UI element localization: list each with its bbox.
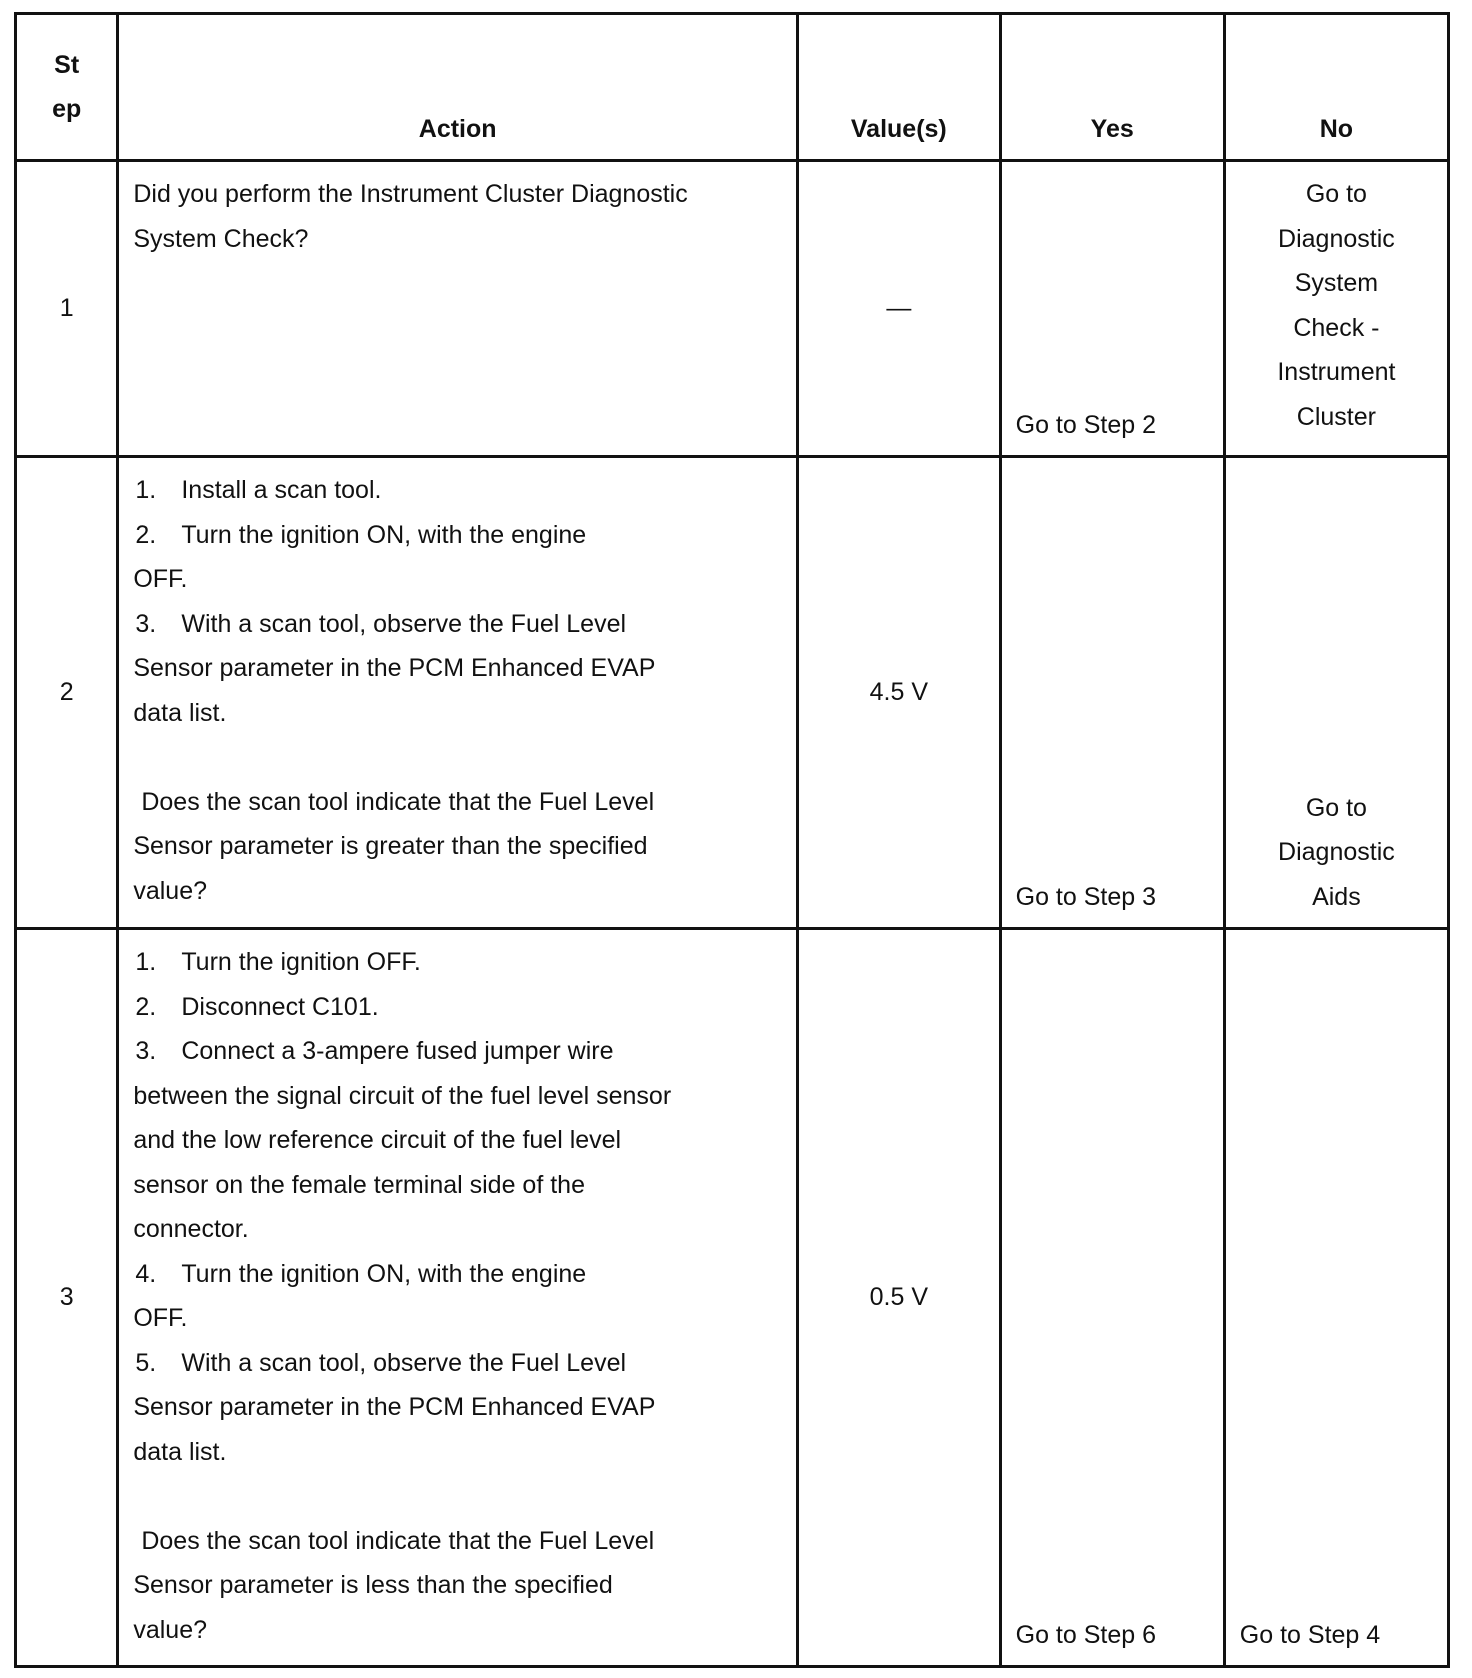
value-cell: 0.5 V (797, 929, 1000, 1667)
header-action: Action (118, 14, 798, 161)
yes-link[interactable]: Go to Step 6 (1000, 929, 1224, 1667)
header-values: Value(s) (797, 14, 1000, 161)
step-number: 3 (16, 929, 118, 1667)
action-cell: 1. Install a scan tool. 2. Turn the ignition ON, with the engine OFF. 3. With a scan tool, observe the Fuel Level Sensor parameter in the PCM Enhanced EVAP data list. Does the scan tool indicate that the Fuel Level Sensor parameter is greater than the specified value? (118, 457, 798, 929)
action-cell: Did you perform the Instrument Cluster Diagnostic System Check? (118, 161, 798, 457)
value-cell: 4.5 V (797, 457, 1000, 929)
header-no: No (1224, 14, 1448, 161)
action-cell: 1. Turn the ignition OFF. 2. Disconnect C101. 3. Connect a 3-ampere fused jumper wire between the signal circuit of the fuel level sensor and the low reference circuit of the fuel level sensor on the female terminal side of the connector. 4. Turn the ignition ON, with the engine OFF. 5. With a scan tool, observe the Fuel Level Sensor parameter in the PCM Enhanced EVAP data list. Does the scan tool indicate that the Fuel Level Sensor parameter is less than the specified value? (118, 929, 798, 1667)
header-step: St ep (16, 14, 118, 161)
diagnostic-table (14, 12, 1450, 1668)
action-item: 1. Turn the ignition OFF. (135, 948, 421, 976)
table-row (16, 161, 1449, 457)
question-text: Does the scan tool indicate that the Fuel Level (141, 787, 655, 816)
action-item: 3. Connect a 3-ampere fused jumper wire (135, 1037, 614, 1065)
question-text: Does the scan tool indicate that the Fuel Level (141, 1526, 655, 1555)
header-row (16, 14, 1449, 161)
action-item: 2. Turn the ignition ON, with the engine (135, 520, 587, 549)
action-item: 5. With a scan tool, observe the Fuel Level (135, 1348, 627, 1377)
step-number: 1 (16, 161, 118, 457)
action-item: 3. With a scan tool, observe the Fuel Level (135, 609, 627, 638)
step-number: 2 (16, 457, 118, 929)
action-item: 1. Install a scan tool. (135, 476, 382, 504)
yes-link[interactable]: Go to Step 3 (1000, 457, 1224, 929)
no-link[interactable]: Go to Diagnostic Aids (1224, 457, 1448, 929)
no-link[interactable]: Go to Diagnostic System Check - Instrument Cluster (1224, 161, 1448, 457)
yes-link[interactable]: Go to Step 2 (1000, 161, 1224, 457)
table-row (16, 929, 1449, 1667)
table-row (16, 457, 1449, 929)
value-cell: — (797, 161, 1000, 457)
header-yes: Yes (1000, 14, 1224, 161)
action-item: 4. Turn the ignition ON, with the engine (135, 1259, 587, 1288)
no-link[interactable]: Go to Step 4 (1224, 929, 1448, 1667)
action-item: 2. Disconnect C101. (135, 992, 379, 1021)
